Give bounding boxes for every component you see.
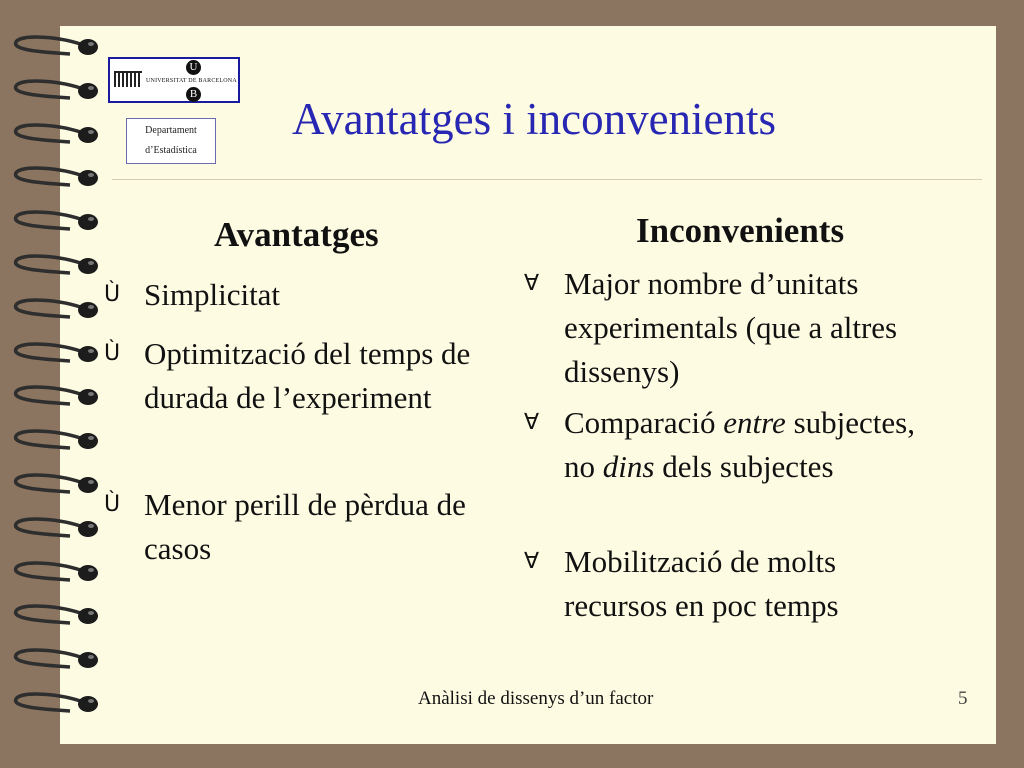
disadvantage-text: Major nombre d’unitats experimentals (que a altres dissenys) — [564, 266, 898, 389]
advantages-heading: Avantatges — [214, 215, 379, 254]
emphasis-text: dins — [602, 449, 655, 484]
advantage-text: Optimització del temps de durada de l’experiment — [144, 336, 471, 415]
binding-ring-icon — [0, 424, 110, 468]
university-logo — [108, 57, 240, 103]
department-box — [126, 118, 216, 164]
binding-ring-icon — [0, 337, 110, 381]
text-run: dels subjectes — [654, 449, 834, 484]
binding-ring-icon — [0, 161, 110, 205]
bullet-marker-icon: ∀ — [524, 410, 540, 435]
binding-ring-icon — [0, 512, 110, 556]
disadvantage-item-2 — [524, 401, 944, 489]
advantage-item-1 — [104, 273, 524, 317]
disadvantage-text — [564, 401, 944, 489]
footer-text: Anàlisi de dissenys d’un factor — [418, 688, 654, 709]
binding-ring-icon — [0, 205, 110, 249]
emphasis-text: entre — [723, 405, 786, 440]
binding-ring-icon — [0, 599, 110, 643]
title-divider — [112, 179, 982, 180]
page-number: 5 — [958, 688, 968, 709]
advantage-text: Simplicitat — [144, 277, 281, 312]
binding-ring-icon — [0, 74, 110, 118]
binding-ring-icon — [0, 118, 110, 162]
disadvantage-item-1 — [524, 262, 994, 394]
building-icon — [114, 71, 142, 87]
slide-title: Avantatges i inconvenients — [292, 94, 777, 144]
university-name: UNIVERSITAT DE BARCELONA — [146, 78, 237, 84]
advantage-text: Menor perill de pèrdua de casos — [144, 487, 466, 566]
logo-letter-top: U — [186, 60, 201, 75]
binding-ring-icon — [0, 249, 110, 293]
spiral-binding — [0, 30, 110, 730]
department-line1: Departament — [145, 125, 197, 136]
text-run: Comparació — [564, 405, 724, 440]
binding-ring-icon — [0, 468, 110, 512]
bullet-marker-icon: Ù — [104, 341, 121, 366]
advantage-item-3 — [104, 483, 524, 571]
logo-letter-bottom: B — [186, 87, 201, 102]
disadvantages-heading: Inconvenients — [636, 211, 845, 250]
disadvantage-text: Mobilització de molts recursos en poc temps — [564, 544, 839, 623]
binding-ring-icon — [0, 380, 110, 424]
bullet-marker-icon: ∀ — [524, 549, 540, 574]
binding-ring-icon — [0, 556, 110, 600]
text-run: subjectes, no — [564, 405, 915, 484]
binding-ring-icon — [0, 687, 110, 731]
bullet-marker-icon: ∀ — [524, 271, 540, 296]
binding-ring-icon — [0, 30, 110, 74]
department-line2: d’Estadística — [145, 145, 197, 156]
bullet-marker-icon: Ù — [104, 282, 121, 307]
bullet-marker-icon: Ù — [104, 492, 121, 517]
advantage-item-2 — [104, 332, 474, 420]
binding-ring-icon — [0, 293, 110, 337]
binding-ring-icon — [0, 643, 110, 687]
disadvantage-item-3 — [524, 540, 944, 628]
